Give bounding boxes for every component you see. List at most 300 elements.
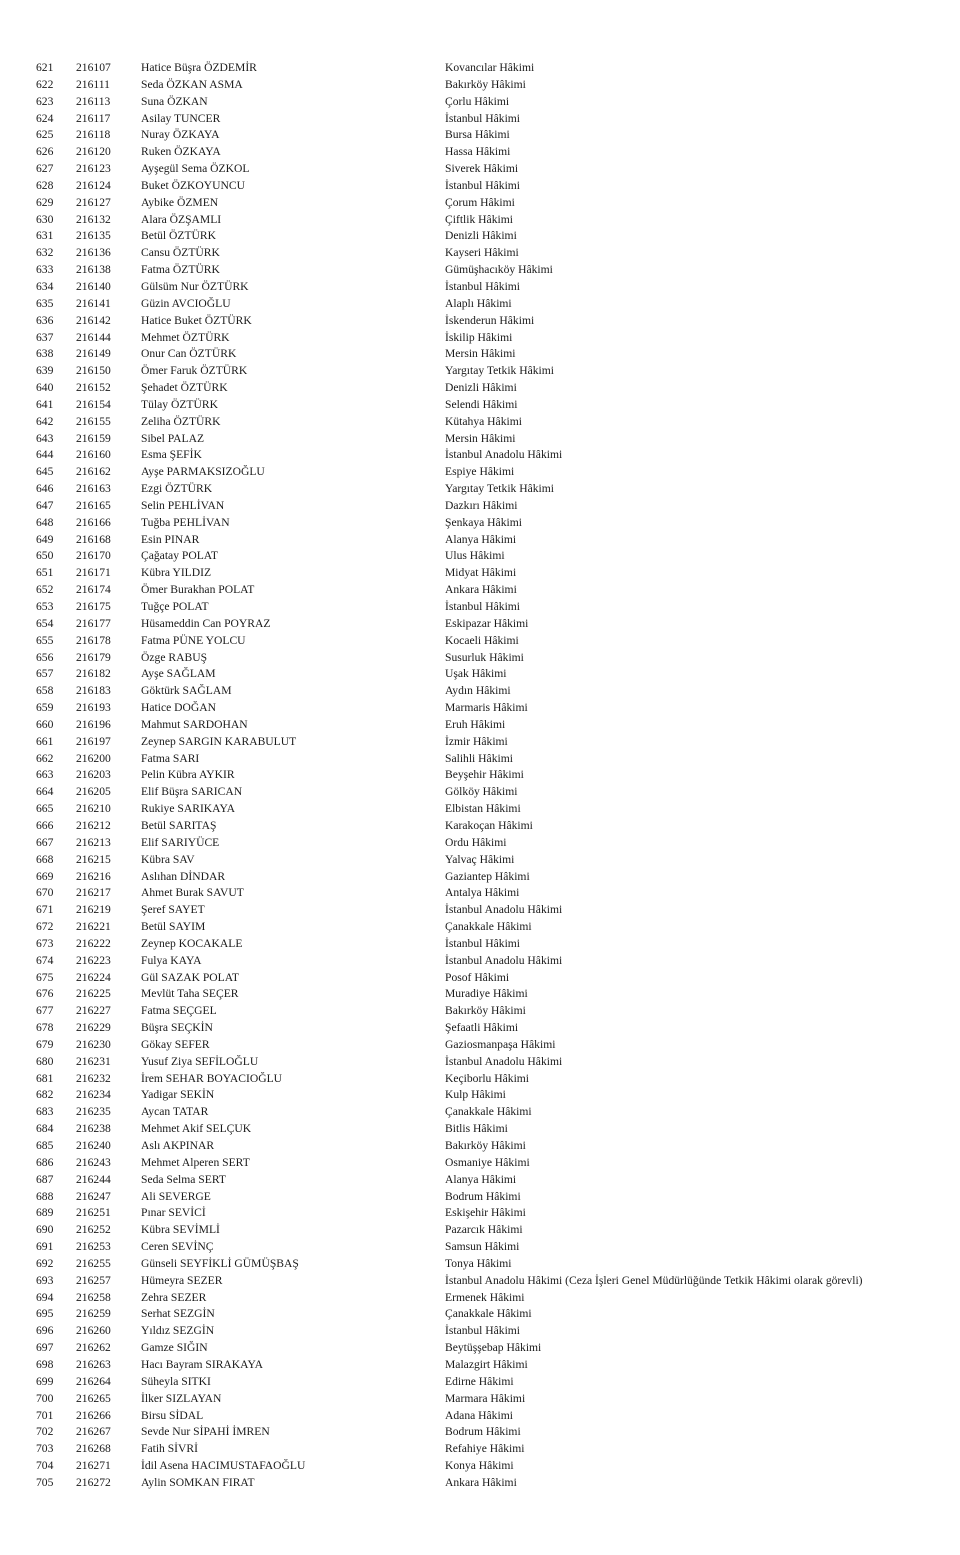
person-name: Kübra YILDIZ [141, 566, 212, 580]
assigned-court: Karakoçan Hâkimi [445, 818, 533, 832]
registry-number: 216170 [76, 549, 111, 563]
row-number: 685 [36, 1139, 54, 1152]
person-name: Gökay SEFER [141, 1037, 210, 1051]
registry-number: 216159 [76, 431, 111, 445]
list-row [0, 127, 960, 144]
list-row [0, 565, 960, 582]
list-row [0, 161, 960, 178]
list-row [0, 1273, 960, 1290]
registry-number: 216271 [76, 1459, 111, 1473]
row-number: 642 [36, 414, 54, 428]
person-name: Aslıhan DİNDAR [141, 869, 226, 883]
assigned-court: Şenkaya Hâkimi [445, 515, 522, 529]
assigned-court: Keçiborlu Hâkimi [445, 1071, 530, 1085]
registry-number: 216163 [76, 482, 111, 496]
assigned-court: Eskipazar Hâkimi [445, 616, 529, 630]
person-name: Sevde Nur SİPAHİ İMREN [141, 1425, 270, 1439]
registry-number: 216258 [76, 1290, 111, 1304]
list-row [0, 1306, 960, 1323]
person-name: Hümeyra SEZER [141, 1273, 223, 1287]
row-number: 680 [36, 1054, 54, 1068]
row-number: 704 [36, 1459, 54, 1473]
assigned-court: Bitlis Hâkimi [445, 1122, 508, 1136]
list-row [0, 228, 960, 245]
assigned-court: Alaplı Hâkimi [445, 296, 512, 310]
registry-number: 216213 [76, 835, 111, 849]
list-row [0, 330, 960, 347]
registry-number: 216238 [76, 1122, 111, 1136]
assigned-court: Aydın Hâkimi [445, 684, 511, 698]
assigned-court: Çanakkale Hâkimi [445, 920, 532, 934]
list-row [0, 885, 960, 902]
list-row [0, 363, 960, 380]
person-name: Tülay ÖZTÜRK [141, 397, 218, 411]
registry-number: 216247 [76, 1189, 111, 1203]
registry-number: 216251 [76, 1206, 111, 1220]
row-number: 656 [36, 650, 54, 664]
list-row [0, 178, 960, 195]
person-name: Pınar SEVİCİ [141, 1206, 206, 1220]
assigned-court: Gölköy Hâkimi [445, 785, 518, 799]
person-name: Hatice DOĞAN [141, 701, 217, 715]
assigned-court: Yargıtay Tetkik Hâkimi [445, 364, 555, 378]
person-name: Aslı AKPINAR [141, 1139, 215, 1152]
assigned-court: Malazgirt Hâkimi [445, 1357, 528, 1371]
assigned-court: Pazarcık Hâkimi [445, 1223, 523, 1237]
person-name: Kübra SEVİMLİ [141, 1223, 220, 1237]
assigned-court: Marmaris Hâkimi [445, 701, 528, 715]
row-number: 623 [36, 94, 54, 108]
assigned-court: Selendi Hâkimi [445, 397, 518, 411]
registry-number: 216171 [76, 566, 111, 580]
person-name: Gül SAZAK POLAT [141, 970, 239, 984]
assigned-court: Konya Hâkimi [445, 1459, 514, 1473]
registry-number: 216149 [76, 347, 111, 361]
assigned-court: Bodrum Hâkimi [445, 1189, 521, 1203]
person-name: Seda Selma SERT [141, 1172, 226, 1186]
person-name: Asilay TUNCER [141, 111, 221, 125]
person-name: Fatma PÜNE YOLCU [141, 633, 246, 647]
list-row [0, 717, 960, 734]
assigned-court: Gaziantep Hâkimi [445, 869, 530, 883]
list-row [0, 902, 960, 919]
registry-number: 216200 [76, 751, 111, 765]
person-name: Gamze SIĞIN [141, 1341, 208, 1355]
person-name: Mehmet Akif SELÇUK [141, 1122, 252, 1136]
appointment-list [0, 60, 960, 1492]
row-number: 692 [36, 1256, 54, 1270]
registry-number: 216193 [76, 701, 111, 715]
assigned-court: Marmara Hâkimi [445, 1391, 526, 1405]
assigned-court: Ordu Hâkimi [445, 835, 507, 849]
person-name: Gülsüm Nur ÖZTÜRK [141, 279, 249, 293]
row-number: 690 [36, 1223, 54, 1237]
person-name: Kübra SAV [141, 852, 195, 866]
list-row [0, 431, 960, 448]
assigned-court: İskenderun Hâkimi [445, 313, 535, 327]
row-number: 691 [36, 1240, 54, 1254]
person-name: Yadigar SEKİN [141, 1088, 215, 1102]
person-name: Alara ÖZŞAMLI [141, 212, 222, 226]
row-number: 705 [36, 1475, 54, 1489]
list-row [0, 481, 960, 498]
row-number: 670 [36, 886, 54, 900]
registry-number: 216268 [76, 1442, 111, 1456]
person-name: Sibel PALAZ [141, 431, 205, 445]
person-name: Cansu ÖZTÜRK [141, 246, 220, 260]
registry-number: 216165 [76, 498, 111, 512]
person-name: Pelin Kübra AYKIR [141, 768, 235, 782]
person-name: Onur Can ÖZTÜRK [141, 347, 237, 361]
assigned-court: Ulus Hâkimi [445, 549, 505, 563]
row-number: 626 [36, 145, 54, 159]
row-number: 677 [36, 1004, 54, 1018]
row-number: 630 [36, 212, 54, 226]
person-name: Ali SEVERGE [141, 1189, 211, 1203]
registry-number: 216244 [76, 1172, 111, 1186]
list-row [0, 751, 960, 768]
row-number: 647 [36, 498, 54, 512]
assigned-court: Denizli Hâkimi [445, 381, 517, 395]
registry-number: 216267 [76, 1425, 111, 1439]
row-number: 662 [36, 751, 54, 765]
registry-number: 216272 [76, 1475, 111, 1489]
list-row [0, 397, 960, 414]
list-row [0, 1357, 960, 1374]
person-name: Buket ÖZKOYUNCU [141, 178, 246, 192]
assigned-court: Kulp Hâkimi [445, 1088, 506, 1102]
assigned-court: Bakırköy Hâkimi [445, 1004, 526, 1018]
list-row [0, 195, 960, 212]
assigned-court: Eskişehir Hâkimi [445, 1206, 526, 1220]
list-row [0, 346, 960, 363]
person-name: Mehmet Alperen SERT [141, 1155, 250, 1169]
registry-number: 216113 [76, 94, 111, 108]
list-row [0, 1037, 960, 1054]
row-number: 671 [36, 903, 54, 917]
registry-number: 216183 [76, 684, 111, 698]
registry-number: 216168 [76, 532, 111, 546]
registry-number: 216223 [76, 953, 111, 967]
row-number: 665 [36, 802, 54, 816]
assigned-court: Eruh Hâkimi [445, 717, 506, 731]
assigned-court: Çanakkale Hâkimi [445, 1105, 532, 1119]
assigned-court: İstanbul Anadolu Hâkimi [445, 448, 563, 462]
assigned-court: Edirne Hâkimi [445, 1374, 514, 1388]
assigned-court: İstanbul Hâkimi [445, 600, 521, 613]
person-name: Ömer Burakhan POLAT [141, 583, 255, 597]
assigned-court: İstanbul Hâkimi [445, 936, 521, 950]
list-row [0, 111, 960, 128]
list-row [0, 1256, 960, 1273]
list-row [0, 835, 960, 852]
list-row [0, 1087, 960, 1104]
list-row [0, 262, 960, 279]
row-number: 698 [36, 1357, 54, 1371]
person-name: Tuğba PEHLİVAN [141, 515, 230, 529]
list-row [0, 1458, 960, 1475]
registry-number: 216235 [76, 1105, 111, 1119]
row-number: 683 [36, 1105, 54, 1119]
row-number: 700 [36, 1391, 54, 1405]
assigned-court: Gaziosmanpaşa Hâkimi [445, 1037, 556, 1051]
person-name: Aycan TATAR [141, 1105, 209, 1119]
registry-number: 216120 [76, 145, 111, 159]
row-number: 666 [36, 818, 54, 832]
registry-number: 216150 [76, 364, 111, 378]
registry-number: 216196 [76, 717, 111, 731]
list-row [0, 94, 960, 111]
row-number: 701 [36, 1408, 54, 1422]
person-name: Tuğçe POLAT [141, 600, 209, 613]
row-number: 649 [36, 532, 54, 546]
row-number: 622 [36, 77, 54, 91]
person-name: Seda ÖZKAN ASMA [141, 77, 243, 91]
registry-number: 216166 [76, 515, 111, 529]
row-number: 686 [36, 1155, 54, 1169]
list-row [0, 1003, 960, 1020]
list-row [0, 296, 960, 313]
person-name: Büşra SEÇKİN [141, 1021, 213, 1035]
person-name: Esin PINAR [141, 532, 200, 546]
person-name: Betül SAYIM [141, 920, 206, 934]
registry-number: 216175 [76, 600, 111, 613]
person-name: İlker SIZLAYAN [141, 1391, 222, 1405]
row-number: 694 [36, 1290, 54, 1304]
list-row [0, 1020, 960, 1037]
row-number: 678 [36, 1021, 54, 1035]
registry-number: 216255 [76, 1256, 111, 1270]
person-name: Ömer Faruk ÖZTÜRK [141, 364, 248, 378]
list-row [0, 498, 960, 515]
row-number: 659 [36, 701, 54, 715]
assigned-court: Bodrum Hâkimi [445, 1425, 521, 1439]
registry-number: 216205 [76, 785, 111, 799]
row-number: 702 [36, 1425, 54, 1439]
registry-number: 216162 [76, 465, 111, 479]
row-number: 646 [36, 482, 54, 496]
row-number: 689 [36, 1206, 54, 1220]
person-name: İrem SEHAR BOYACIOĞLU [141, 1071, 283, 1085]
registry-number: 216243 [76, 1155, 111, 1169]
person-name: Mevlüt Taha SEÇER [141, 987, 239, 1001]
registry-number: 216232 [76, 1071, 111, 1085]
assigned-court: Espiye Hâkimi [445, 465, 515, 479]
registry-number: 216230 [76, 1037, 111, 1051]
assigned-court: Yargıtay Tetkik Hâkimi [445, 482, 555, 496]
assigned-court: İstanbul Anadolu Hâkimi (Ceza İşleri Genel Müdürlüğünde Tetkik Hâkimi olarak görevli) [445, 1273, 863, 1287]
list-row [0, 532, 960, 549]
person-name: Aylin SOMKAN FIRAT [141, 1475, 255, 1489]
registry-number: 216124 [76, 178, 111, 192]
row-number: 682 [36, 1088, 54, 1102]
assigned-court: Hassa Hâkimi [445, 145, 511, 159]
registry-number: 216107 [76, 61, 111, 74]
row-number: 641 [36, 397, 54, 411]
registry-number: 216266 [76, 1408, 111, 1422]
list-row [0, 447, 960, 464]
person-name: Nuray ÖZKAYA [141, 128, 220, 142]
assigned-court: Denizli Hâkimi [445, 229, 517, 243]
person-name: Birsu SİDAL [141, 1408, 204, 1422]
assigned-court: Tonya Hâkimi [445, 1256, 512, 1270]
person-name: Mahmut SARDOHAN [141, 717, 248, 731]
registry-number: 216221 [76, 920, 111, 934]
row-number: 637 [36, 330, 54, 344]
registry-number: 216252 [76, 1223, 111, 1237]
person-name: Fatih SİVRİ [141, 1442, 199, 1456]
person-name: Ruken ÖZKAYA [141, 145, 221, 159]
row-number: 661 [36, 734, 54, 748]
person-name: Ahmet Burak SAVUT [141, 886, 244, 900]
assigned-court: Ermenek Hâkimi [445, 1290, 525, 1304]
list-row [0, 313, 960, 330]
person-name: Fatma SARI [141, 751, 200, 765]
row-number: 638 [36, 347, 54, 361]
list-row [0, 1121, 960, 1138]
person-name: Hacı Bayram SIRAKAYA [141, 1357, 263, 1371]
row-number: 676 [36, 987, 54, 1001]
person-name: Esma ŞEFİK [141, 448, 202, 462]
row-number: 703 [36, 1442, 54, 1456]
list-row [0, 245, 960, 262]
row-number: 636 [36, 313, 54, 327]
registry-number: 216203 [76, 768, 111, 782]
list-row [0, 77, 960, 94]
row-number: 624 [36, 111, 54, 125]
list-row [0, 515, 960, 532]
assigned-court: Bursa Hâkimi [445, 128, 510, 142]
row-number: 693 [36, 1273, 54, 1287]
row-number: 658 [36, 684, 54, 698]
row-number: 654 [36, 616, 54, 630]
list-row [0, 869, 960, 886]
list-row [0, 700, 960, 717]
person-name: Hatice Büşra ÖZDEMİR [141, 61, 257, 74]
assigned-court: İstanbul Hâkimi [445, 279, 521, 293]
list-row [0, 734, 960, 751]
registry-number: 216127 [76, 195, 111, 209]
person-name: Yusuf Ziya SEFİLOĞLU [141, 1054, 259, 1068]
row-number: 697 [36, 1341, 54, 1355]
assigned-court: Refahiye Hâkimi [445, 1442, 525, 1456]
registry-number: 216262 [76, 1341, 111, 1355]
row-number: 632 [36, 246, 54, 260]
row-number: 644 [36, 448, 54, 462]
registry-number: 216174 [76, 583, 111, 597]
registry-number: 216118 [76, 128, 111, 142]
list-row [0, 953, 960, 970]
list-row [0, 970, 960, 987]
person-name: Ayşegül Sema ÖZKOL [141, 162, 250, 176]
row-number: 699 [36, 1374, 54, 1388]
person-name: Şeref SAYET [141, 903, 205, 917]
assigned-court: Bakırköy Hâkimi [445, 77, 526, 91]
row-number: 696 [36, 1324, 54, 1338]
row-number: 655 [36, 633, 54, 647]
assigned-court: İskilip Hâkimi [445, 330, 513, 344]
list-row [0, 1340, 960, 1357]
assigned-court: Kocaeli Hâkimi [445, 633, 519, 647]
registry-number: 216265 [76, 1391, 111, 1405]
row-number: 643 [36, 431, 54, 445]
list-row [0, 683, 960, 700]
registry-number: 216227 [76, 1004, 111, 1018]
registry-number: 216177 [76, 616, 111, 630]
row-number: 639 [36, 364, 54, 378]
assigned-court: Ankara Hâkimi [445, 1475, 517, 1489]
registry-number: 216212 [76, 818, 111, 832]
person-name: Betül ÖZTÜRK [141, 229, 217, 243]
row-number: 668 [36, 852, 54, 866]
assigned-court: Antalya Hâkimi [445, 886, 520, 900]
row-number: 635 [36, 296, 54, 310]
person-name: Elif Büşra SARICAN [141, 785, 243, 799]
assigned-court: Samsun Hâkimi [445, 1240, 520, 1254]
row-number: 621 [36, 61, 54, 74]
list-row [0, 1374, 960, 1391]
person-name: Serhat SEZGİN [141, 1307, 215, 1321]
assigned-court: Yalvaç Hâkimi [445, 852, 515, 866]
list-row [0, 1424, 960, 1441]
person-name: Elif SARIYÜCE [141, 835, 220, 849]
assigned-court: İstanbul Anadolu Hâkimi [445, 903, 563, 917]
list-row [0, 414, 960, 431]
list-row [0, 650, 960, 667]
registry-number: 216219 [76, 903, 111, 917]
row-number: 660 [36, 717, 54, 731]
assigned-court: Kovancılar Hâkimi [445, 61, 535, 74]
registry-number: 216259 [76, 1307, 111, 1321]
row-number: 695 [36, 1307, 54, 1321]
registry-number: 216217 [76, 886, 111, 900]
registry-number: 216215 [76, 852, 111, 866]
assigned-court: Muradiye Hâkimi [445, 987, 528, 1001]
assigned-court: Alanya Hâkimi [445, 1172, 517, 1186]
list-row [0, 599, 960, 616]
assigned-court: Ankara Hâkimi [445, 583, 517, 597]
assigned-court: Mersin Hâkimi [445, 347, 516, 361]
person-name: Fatma ÖZTÜRK [141, 263, 220, 277]
row-number: 657 [36, 667, 54, 681]
registry-number: 216144 [76, 330, 111, 344]
row-number: 663 [36, 768, 54, 782]
row-number: 679 [36, 1037, 54, 1051]
person-name: Ayşe PARMAKSIZOĞLU [141, 465, 265, 479]
assigned-court: Posof Hâkimi [445, 970, 510, 984]
row-number: 627 [36, 162, 54, 176]
registry-number: 216136 [76, 246, 111, 260]
assigned-court: Çanakkale Hâkimi [445, 1307, 532, 1321]
list-row [0, 548, 960, 565]
assigned-court: Gümüşhacıköy Hâkimi [445, 263, 553, 277]
person-name: Güzin AVCIOĞLU [141, 296, 231, 310]
assigned-court: İstanbul Anadolu Hâkimi [445, 953, 563, 967]
assigned-court: Beyşehir Hâkimi [445, 768, 524, 782]
person-name: İdil Asena HACIMUSTAFAOĞLU [141, 1459, 306, 1473]
assigned-court: İstanbul Hâkimi [445, 111, 521, 125]
list-row [0, 936, 960, 953]
person-name: Zeynep SARGIN KARABULUT [141, 734, 297, 748]
registry-number: 216222 [76, 936, 111, 950]
person-name: Günseli SEYFİKLİ GÜMÜŞBAŞ [141, 1256, 299, 1270]
assigned-court: Kütahya Hâkimi [445, 414, 522, 428]
row-number: 629 [36, 195, 54, 209]
list-row [0, 1475, 960, 1492]
person-name: Zehra SEZER [141, 1290, 207, 1304]
list-row [0, 852, 960, 869]
assigned-court: Uşak Hâkimi [445, 667, 507, 681]
